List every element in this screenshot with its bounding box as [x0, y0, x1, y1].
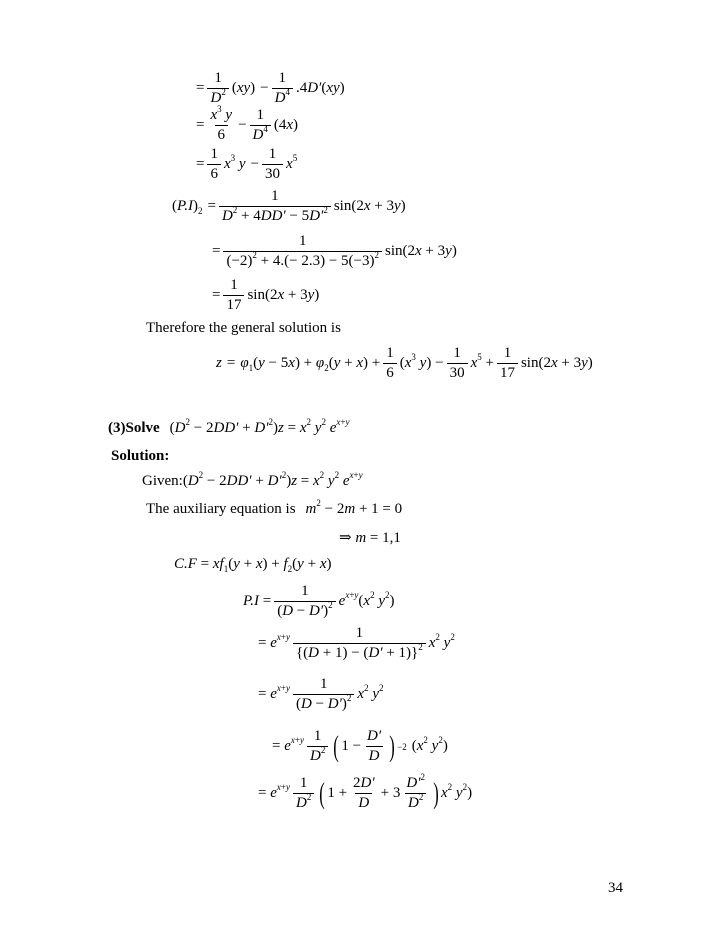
equation-step-2: = $\frac{x^3 y}{6}$ − $\frac{1}{D^4}$ (4x) [196, 104, 299, 144]
pi2-substitution: = $\frac{1}{(-2)^2 + 4.(- 2.3) - 5(-3)^2}$ sin(2x + 3y) [212, 233, 457, 270]
equation-step-1: = $\frac{1}{D^2}$ (xy) − $\frac{1}{D^4}$ .4D′(xy) [196, 70, 345, 107]
cf-equation: C.F = $xf_1(y + x) + f_2(y + x)$ [174, 556, 332, 574]
general-solution-text: Therefore the general solution is [146, 320, 341, 336]
general-solution-equation: z = $\varphi_1(y - 5x) + \varphi_2(y + x)$ + $\frac{1}{6}$ ($x^3$ y) − $\frac{1}{30}$ $x^5$ + $\frac{1}{17}$ sin(2x + 3y) [216, 345, 593, 382]
pi-definition: P.I = $\frac{1}{(D - D')^2}$ $e^{x+y}(x^2$ $y^2$) [243, 583, 395, 620]
pi-step-1: = $e^{x+y}$ $\frac{1}{\{(D + 1) - (D' + 1)\}^2}$ $x^2$ $y^2$ [258, 625, 455, 662]
pi2-definition: $(P.I)_2$ = $\frac{1}{D^2 + 4DD' - 5D'^2}$ sin(2x + 3y) [172, 188, 406, 225]
pi-step-3: = $e^{x+y}$ $\frac{1}{D^2}$ ( 1 − $\frac{D'}{D}$ ) −2 ($x^2$ $y^2$) [272, 728, 448, 765]
cf-label: C.F [174, 556, 197, 572]
solution-label: Solution: [111, 448, 170, 464]
auxiliary-label: The auxiliary equation is [146, 501, 296, 517]
page-number: 34 [608, 880, 623, 896]
auxiliary-equation: The auxiliary equation is $m^2 - 2m + 1 = 0$ [146, 498, 403, 517]
given-label: Given: [142, 473, 183, 489]
equation-step-3: = $\frac{1}{6}$ $x^3$ y − $\frac{1}{30}$ $x^5$ [196, 146, 298, 183]
pi-step-4: = $e^{x+y}$ $\frac{1}{D^2}$ ( 1 + $\frac{2D'}{D}$ + 3 $\frac{D'^2}{D^2}$ ) $x^2$ $y^2$) [258, 772, 473, 812]
pi-step-2: = $e^{x+y}$ $\frac{1}{(D - D')^2}$ $x^2$ $y^2$ [258, 676, 384, 713]
pi2-result: = $\frac{1}{17}$ sin(2x + 3y) [212, 277, 320, 314]
auxiliary-roots: ⇒ m = 1,1 [339, 530, 401, 546]
problem-3-label: (3)Solve [108, 420, 160, 436]
pi-label: P.I [243, 593, 259, 610]
given-equation: Given: $(D^2 - 2DD' + D'^2)z = x^2$ $y^2$ $e^{x+y}$ [142, 470, 363, 489]
problem-3-heading: (3)Solve $(D^2 - 2DD' + D'^2)z = x^2$ $y^2$ $e^{x+y}$ [108, 417, 350, 436]
